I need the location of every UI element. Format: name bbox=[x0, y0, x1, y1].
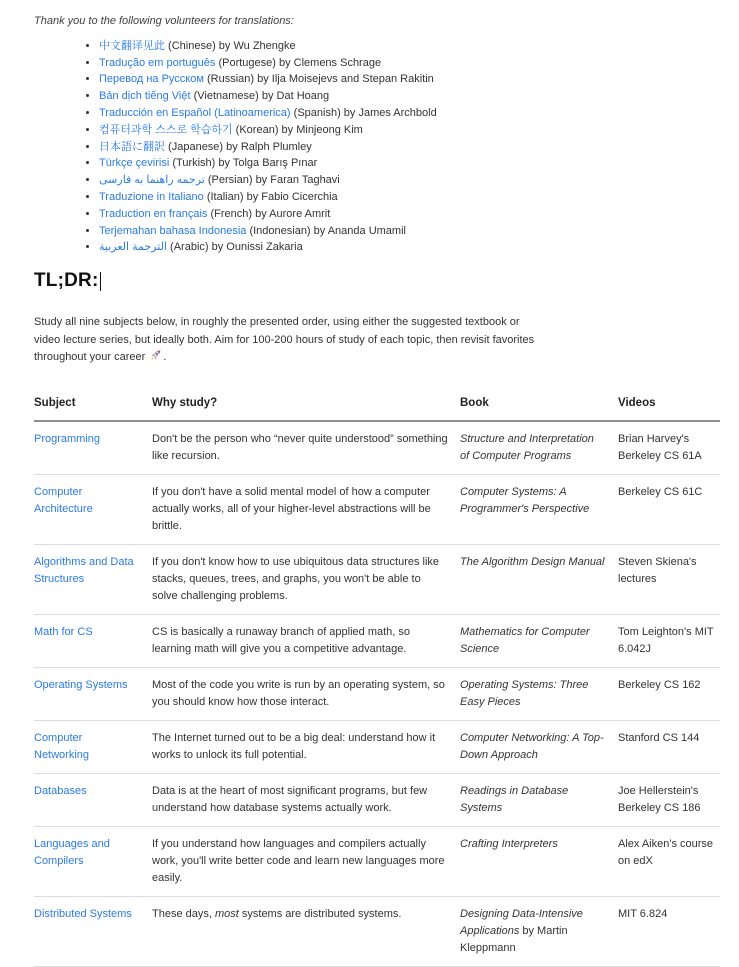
table-body bbox=[34, 421, 720, 967]
translation-credit: (Italian) by Fabio Cicerchia bbox=[203, 190, 338, 203]
translation-credit: (Japanese) by Ralph Plumley bbox=[165, 140, 312, 153]
subject-cell bbox=[34, 615, 152, 668]
videos-cell: Berkeley CS 162 bbox=[618, 668, 720, 721]
translation-link[interactable]: Traduzione in Italiano bbox=[99, 190, 204, 203]
book-cell bbox=[460, 668, 618, 721]
book-cell bbox=[460, 721, 618, 774]
table-row bbox=[34, 615, 720, 668]
subject-link[interactable]: Math for CS bbox=[34, 626, 93, 639]
why-study-cell bbox=[152, 615, 460, 668]
translation-list-item bbox=[99, 223, 720, 240]
subject-cell bbox=[34, 475, 152, 545]
book-cell bbox=[460, 774, 618, 827]
translation-credit: (Persian) by Faran Taghavi bbox=[204, 174, 340, 187]
why-text: If you understand how languages and compilers actually work, you'll write better code and learn new languages more easily. bbox=[152, 838, 445, 885]
translation-credit: (Turkish) by Tolga Barış Pınar bbox=[169, 157, 318, 170]
subject-cell bbox=[34, 721, 152, 774]
why-text-end: systems are distributed systems. bbox=[238, 908, 402, 921]
why-study-cell bbox=[152, 897, 460, 967]
videos-cell: MIT 6.824 bbox=[618, 897, 720, 967]
subject-cell bbox=[34, 897, 152, 967]
subject-link[interactable]: Algorithms and Data Structures bbox=[34, 556, 134, 586]
translation-link[interactable]: Перевод на Русском bbox=[99, 73, 204, 86]
book-title: The Algorithm Design Manual bbox=[460, 556, 605, 569]
why-text-italic: most bbox=[214, 908, 239, 921]
translation-link[interactable]: ترجمه راهنما به فارسی bbox=[99, 174, 205, 187]
column-header-subject: Subject bbox=[34, 389, 152, 422]
translation-list-item bbox=[99, 155, 720, 172]
why-text: If you don't know how to use ubiquitous data structures like stacks, queues, trees, and graphs, you won't be able to solve challenging problems. bbox=[152, 556, 440, 603]
translation-credit: (Russian) by Ilja Moisejevs and Stepan Rakitin bbox=[203, 73, 434, 86]
translation-credit: (Chinese) by Wu Zhengke bbox=[165, 39, 296, 52]
translation-link[interactable]: Tradução em português bbox=[99, 56, 216, 69]
tldr-paragraph bbox=[34, 314, 542, 367]
translation-credit: (Portugese) by Clemens Schrage bbox=[215, 56, 382, 69]
book-cell bbox=[460, 475, 618, 545]
book-title: Operating Systems: Three Easy Pieces bbox=[460, 679, 589, 709]
subject-link[interactable]: Computer Architecture bbox=[34, 486, 93, 516]
translation-link[interactable]: الترجمة العربية bbox=[99, 241, 167, 254]
translation-list-item bbox=[99, 139, 720, 156]
translation-list-item bbox=[99, 55, 720, 72]
translation-credit: (French) by Aurore Amrit bbox=[207, 207, 331, 220]
text-caret bbox=[100, 272, 102, 291]
subject-link[interactable]: Languages and Compilers bbox=[34, 838, 110, 868]
translations-list bbox=[34, 38, 720, 256]
book-author: by Martin Kleppmann bbox=[460, 925, 568, 955]
translation-list-item bbox=[99, 38, 720, 55]
book-cell bbox=[460, 615, 618, 668]
table-row bbox=[34, 721, 720, 774]
translation-list-item bbox=[99, 105, 720, 122]
book-title: Computer Systems: A Programmer's Perspective bbox=[460, 486, 590, 516]
why-text: These days, bbox=[152, 908, 215, 921]
book-cell bbox=[460, 897, 618, 967]
book-cell bbox=[460, 545, 618, 615]
videos-cell: Brian Harvey's Berkeley CS 61A bbox=[618, 421, 720, 475]
translation-list-item bbox=[99, 88, 720, 105]
column-header-videos: Videos bbox=[618, 389, 720, 422]
subject-cell bbox=[34, 668, 152, 721]
translation-link[interactable]: Traducción en Español (Latinoamerica) bbox=[99, 106, 291, 119]
translation-link[interactable]: 컴퓨터과학 스스로 학습하기 bbox=[99, 123, 233, 136]
translation-credit: (Korean) by Minjeong Kim bbox=[232, 123, 363, 136]
subject-cell bbox=[34, 545, 152, 615]
rocket-emoji-icon bbox=[149, 349, 162, 362]
why-study-cell bbox=[152, 721, 460, 774]
table-row bbox=[34, 475, 720, 545]
why-study-cell bbox=[152, 421, 460, 475]
videos-cell: Tom Leighton's MIT 6.042J bbox=[618, 615, 720, 668]
why-study-cell bbox=[152, 545, 460, 615]
subject-cell bbox=[34, 774, 152, 827]
why-study-cell bbox=[152, 668, 460, 721]
why-text: Don't be the person who “never quite understood” something like recursion. bbox=[152, 433, 448, 463]
translation-list-item bbox=[99, 71, 720, 88]
why-text: If you don't have a solid mental model of how a computer actually works, all of your higher-level abstractions will be brittle. bbox=[152, 486, 431, 533]
translation-link[interactable]: Terjemahan bahasa Indonesia bbox=[99, 224, 247, 237]
videos-cell: Stanford CS 144 bbox=[618, 721, 720, 774]
videos-cell: Joe Hellerstein's Berkeley CS 186 bbox=[618, 774, 720, 827]
subject-link[interactable]: Distributed Systems bbox=[34, 908, 132, 921]
translations-intro: Thank you to the following volunteers for translations: bbox=[34, 15, 294, 27]
book-title: Computer Networking: A Top-Down Approach bbox=[460, 732, 604, 762]
tldr-paragraph-text: Study all nine subjects below, in roughly the presented order, using either the suggested textbook or video lecture series, but ideally both. Aim for 100-200 hours of study of each topic, then revisit favorites throughout your career bbox=[34, 316, 535, 364]
table-row bbox=[34, 774, 720, 827]
subject-cell bbox=[34, 421, 152, 475]
book-title: Crafting Interpreters bbox=[460, 838, 558, 851]
subject-link[interactable]: Computer Networking bbox=[34, 732, 90, 762]
book-title: Designing Data-Intensive Applications bbox=[460, 908, 583, 938]
why-text: Most of the code you write is run by an operating system, so you should know how those interact. bbox=[152, 679, 445, 709]
translation-link[interactable]: Traduction en français bbox=[99, 207, 208, 220]
why-text: Data is at the heart of most significant programs, but few understand how database systems actually work. bbox=[152, 785, 428, 815]
translation-credit: (Vietnamese) by Dat Hoang bbox=[190, 90, 330, 103]
book-title: Structure and Interpretation of Computer Programs bbox=[460, 433, 594, 463]
videos-cell: Alex Aiken's course on edX bbox=[618, 827, 720, 897]
translation-list-item bbox=[99, 122, 720, 139]
translation-credit: (Indonesian) by Ananda Umamil bbox=[246, 224, 406, 237]
curriculum-table bbox=[34, 389, 720, 967]
subject-link[interactable]: Databases bbox=[34, 785, 87, 798]
subject-cell bbox=[34, 827, 152, 897]
translation-list-item bbox=[99, 239, 720, 256]
why-study-cell bbox=[152, 827, 460, 897]
translation-link[interactable]: Bản dịch tiếng Việt bbox=[99, 90, 191, 103]
why-text: CS is basically a runaway branch of applied math, so learning math will give you a competitive advantage. bbox=[152, 626, 411, 656]
translation-list-item bbox=[99, 172, 720, 189]
videos-cell: Steven Skiena's lectures bbox=[618, 545, 720, 615]
why-study-cell bbox=[152, 475, 460, 545]
tldr-heading bbox=[34, 270, 720, 292]
column-header-why: Why study? bbox=[152, 389, 460, 422]
column-header-book: Book bbox=[460, 389, 618, 422]
subject-link[interactable]: Operating Systems bbox=[34, 679, 128, 692]
book-cell bbox=[460, 827, 618, 897]
why-text: The Internet turned out to be a big deal: understand how it works to unlock its full potential. bbox=[152, 732, 436, 762]
why-study-cell bbox=[152, 774, 460, 827]
translation-list-item bbox=[99, 206, 720, 223]
table-header-row bbox=[34, 389, 720, 422]
book-cell bbox=[460, 421, 618, 475]
subject-link[interactable]: Programming bbox=[34, 433, 101, 446]
translation-list-item bbox=[99, 189, 720, 206]
translation-link[interactable]: 中文翻译见此 bbox=[99, 39, 165, 52]
videos-cell: Berkeley CS 61C bbox=[618, 475, 720, 545]
translation-link[interactable]: Türkçe çevirisi bbox=[99, 157, 170, 170]
table-row bbox=[34, 421, 720, 475]
table-row bbox=[34, 897, 720, 967]
translation-credit: (Spanish) by James Archbold bbox=[290, 106, 437, 119]
tldr-heading-text: TL;DR: bbox=[34, 270, 99, 292]
tldr-paragraph-end: . bbox=[163, 351, 167, 364]
table-row bbox=[34, 827, 720, 897]
table-row bbox=[34, 545, 720, 615]
book-title: Mathematics for Computer Science bbox=[460, 626, 590, 656]
book-title: Readings in Database Systems bbox=[460, 785, 569, 815]
table-row bbox=[34, 668, 720, 721]
translation-credit: (Arabic) by Ounissi Zakaria bbox=[166, 241, 303, 254]
translation-link[interactable]: 日本語に翻訳 bbox=[99, 140, 165, 153]
